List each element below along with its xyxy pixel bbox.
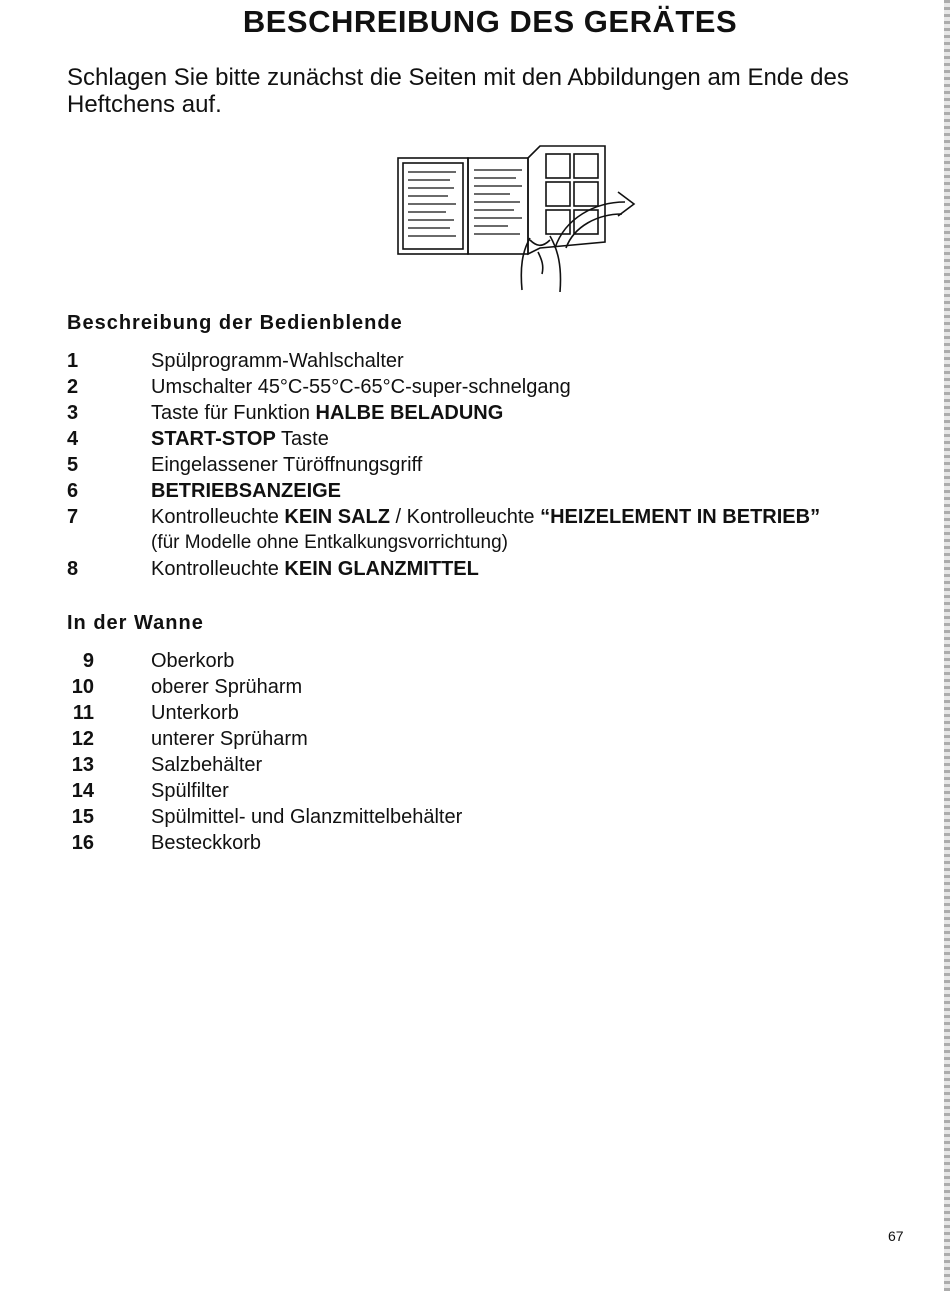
list-item bbox=[67, 700, 462, 726]
item-number: 1 bbox=[67, 350, 79, 372]
list-item bbox=[67, 648, 462, 674]
item-number: 4 bbox=[67, 428, 79, 450]
item-text: Kontrolleuchte KEIN SALZ / Kontrolleuchte “HEIZELEMENT IN BETRIEB” (für Modelle ohne Entkalkungsvorrichtung) bbox=[151, 504, 820, 556]
item-text: oberer Sprüharm bbox=[151, 676, 303, 698]
item-number: 3 bbox=[67, 402, 79, 424]
list-item bbox=[67, 726, 462, 752]
item-number: 8 bbox=[67, 558, 79, 580]
item-text: Taste für Funktion HALBE BELADUNG bbox=[151, 402, 504, 424]
item-number: 6 bbox=[67, 480, 79, 502]
item-text: START-STOP Taste bbox=[151, 428, 329, 450]
item-number: 5 bbox=[67, 454, 79, 476]
list-item bbox=[67, 674, 462, 700]
item-text: Spülmittel- und Glanzmittelbehälter bbox=[151, 806, 463, 828]
item-text: BETRIEBSANZEIGE bbox=[151, 480, 342, 502]
list-item bbox=[67, 426, 820, 452]
list-item bbox=[67, 452, 820, 478]
section-heading-tub: In der Wanne bbox=[67, 612, 204, 634]
control-panel-list bbox=[67, 348, 820, 582]
item-subtext: (für Modelle ohne Entkalkungsvorrichtung) bbox=[151, 532, 508, 553]
item-text: Unterkorb bbox=[151, 702, 239, 724]
item-number: 15 bbox=[71, 806, 94, 828]
list-item bbox=[67, 478, 820, 504]
list-item bbox=[67, 348, 820, 374]
item-number: 12 bbox=[71, 728, 94, 750]
item-number: 11 bbox=[72, 702, 94, 724]
section-heading-control-panel: Beschreibung der Bedienblende bbox=[67, 312, 403, 334]
item-text: Spülfilter bbox=[151, 780, 229, 802]
list-item bbox=[67, 504, 820, 556]
item-text: Umschalter 45°C-55°C-65°C-super-schnelgang bbox=[151, 376, 571, 398]
item-text: Oberkorb bbox=[151, 650, 235, 672]
list-item bbox=[67, 804, 462, 830]
list-item bbox=[67, 830, 462, 856]
item-text: Eingelassener Türöffnungsgriff bbox=[151, 454, 423, 476]
item-number: 10 bbox=[71, 676, 94, 698]
list-item bbox=[67, 778, 462, 804]
intro-text: Schlagen Sie bitte zunächst die Seiten mit den Abbildungen am Ende des Heftchens auf. bbox=[67, 64, 849, 118]
list-item bbox=[67, 752, 462, 778]
item-text: Besteckkorb bbox=[151, 832, 262, 854]
list-item bbox=[67, 556, 820, 582]
tub-list bbox=[67, 648, 462, 856]
item-text: Salzbehälter bbox=[151, 754, 263, 776]
item-number: 2 bbox=[67, 376, 79, 398]
item-text: unterer Sprüharm bbox=[151, 728, 308, 750]
item-number: 16 bbox=[71, 832, 94, 854]
item-text: Kontrolleuchte KEIN GLANZMITTEL bbox=[151, 558, 479, 580]
page-number: 67 bbox=[888, 1228, 904, 1244]
item-text: Spülprogramm-Wahlschalter bbox=[151, 350, 404, 372]
scan-edge bbox=[944, 0, 950, 1291]
item-number: 9 bbox=[82, 650, 94, 672]
list-item bbox=[67, 374, 820, 400]
page-title: BESCHREIBUNG DES GERÄTES bbox=[242, 4, 738, 39]
item-number: 7 bbox=[67, 506, 79, 528]
item-number: 14 bbox=[71, 780, 94, 802]
list-item bbox=[67, 400, 820, 426]
item-number: 13 bbox=[71, 754, 94, 776]
booklet-illustration bbox=[390, 140, 650, 300]
